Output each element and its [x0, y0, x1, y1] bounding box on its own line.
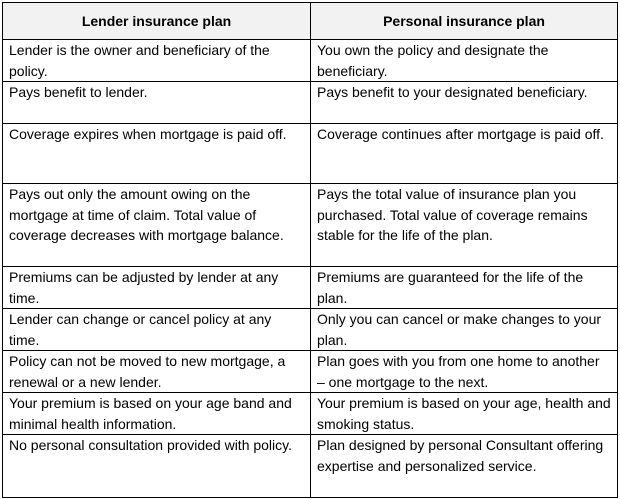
header-lender-plan: Lender insurance plan	[3, 3, 311, 40]
personal-cell: Your premium is based on your age, health and smoking status.	[311, 393, 618, 435]
personal-cell: Plan designed by personal Consultant offering expertise and personalized service.	[311, 435, 618, 498]
personal-cell: Premiums are guaranteed for the life of the plan.	[311, 267, 618, 309]
table-row	[3, 184, 618, 267]
personal-cell: Only you can cancel or make changes to your plan.	[311, 309, 618, 351]
table-row	[3, 40, 618, 82]
lender-cell: Lender is the owner and beneficiary of the policy.	[3, 40, 311, 82]
table-row	[3, 124, 618, 184]
lender-cell: Policy can not be moved to new mortgage, a renewal or a new lender.	[3, 351, 311, 393]
lender-cell: Pays out only the amount owing on the mortgage at time of claim. Total value of coverage decreases with mortgage balance.	[3, 184, 311, 267]
personal-cell: Plan goes with you from one home to another – one mortgage to the next.	[311, 351, 618, 393]
lender-cell: No personal consultation provided with policy.	[3, 435, 311, 498]
lender-cell: Coverage expires when mortgage is paid off.	[3, 124, 311, 184]
personal-cell: Pays the total value of insurance plan you purchased. Total value of coverage remains stable for the life of the plan.	[311, 184, 618, 267]
header-personal-plan: Personal insurance plan	[311, 3, 618, 40]
table-row	[3, 435, 618, 498]
table-row	[3, 267, 618, 309]
personal-cell: Pays benefit to your designated beneficiary.	[311, 82, 618, 124]
comparison-table	[2, 2, 618, 498]
lender-cell: Lender can change or cancel policy at any time.	[3, 309, 311, 351]
lender-cell: Your premium is based on your age band and minimal health information.	[3, 393, 311, 435]
header-row	[3, 3, 618, 40]
lender-cell: Premiums can be adjusted by lender at any time.	[3, 267, 311, 309]
personal-cell: Coverage continues after mortgage is paid off.	[311, 124, 618, 184]
personal-cell: You own the policy and designate the beneficiary.	[311, 40, 618, 82]
table-row	[3, 82, 618, 124]
lender-cell: Pays benefit to lender.	[3, 82, 311, 124]
table-row	[3, 309, 618, 351]
table-row	[3, 393, 618, 435]
table-row	[3, 351, 618, 393]
